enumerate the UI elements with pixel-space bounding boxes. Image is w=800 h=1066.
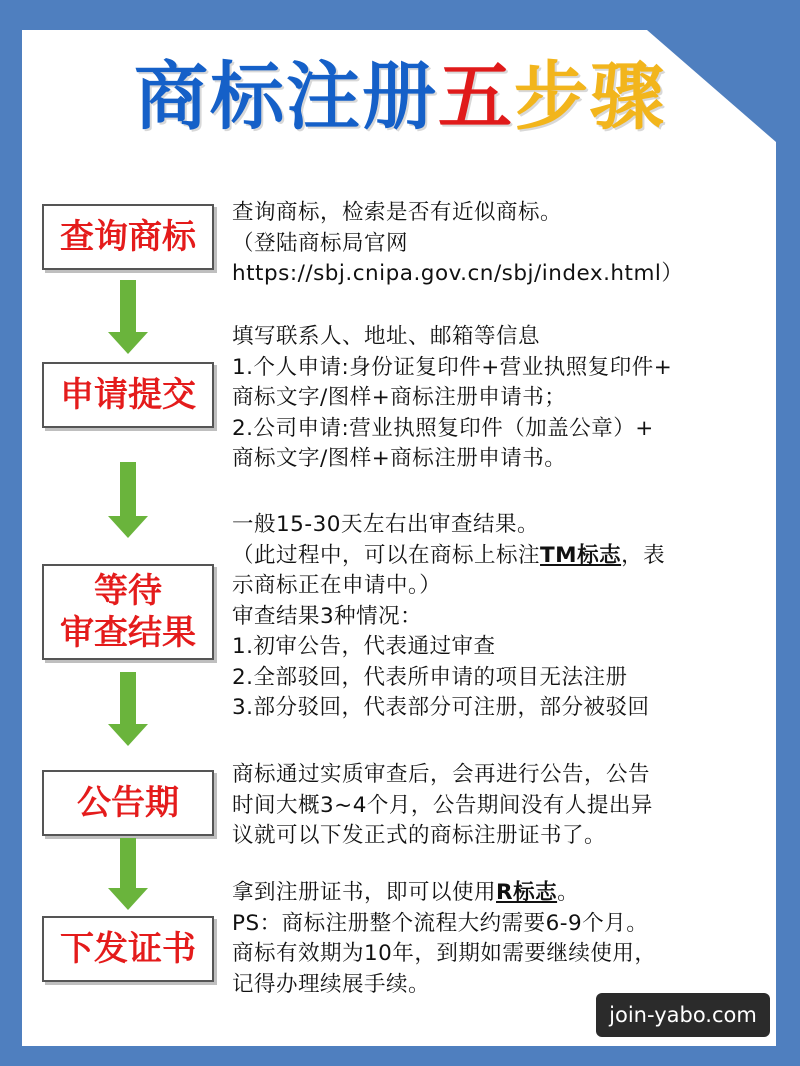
step-5-label: 下发证书 — [60, 928, 196, 969]
step-5-line: PS：商标注册整个流程大约需要6-9个月。 — [232, 910, 649, 936]
step-3-line: 3.部分驳回，代表部分可注册，部分被驳回 — [232, 695, 650, 720]
step-3-line: 审查结果3种情况： — [232, 603, 423, 629]
title-part-2: 五 — [438, 54, 514, 140]
step-3-line: 2.全部驳回，代表所申请的项目无法注册 — [232, 664, 628, 690]
step-5-line: 记得办理续展手续。 — [232, 971, 431, 997]
step-3-line: 示商标正在申请中。） — [232, 573, 442, 598]
step-4-label: 公告期 — [77, 782, 179, 823]
step-5-line-text: 。 — [557, 880, 580, 905]
step-3-label-line-2: 审查结果 — [60, 613, 196, 653]
step-2-label: 申请提交 — [60, 374, 196, 415]
step-3-line-text: ，表 — [621, 542, 666, 568]
step-2-line: 商标文字/图样+商标注册申请书； — [232, 385, 567, 410]
arrow-down-icon — [108, 672, 148, 748]
step-1-label-box — [42, 204, 214, 270]
step-2-line: 1.个人申请:身份证复印件+营业执照复印件+ — [232, 354, 673, 380]
step-1-line: 查询商标，检索是否有近似商标。 — [232, 200, 563, 225]
step-5-line-text: 拿到注册证书，即可以使用 — [232, 880, 497, 905]
step-3-line — [232, 541, 772, 572]
step-5-line: 商标有效期为10年，到期如需要继续使用， — [232, 941, 657, 966]
tm-mark-text: TM标志 — [540, 542, 622, 568]
step-5-line — [232, 878, 772, 909]
step-1-line: https://sbj.cnipa.gov.cn/sbj/index.html） — [232, 261, 684, 286]
step-3-label-line-1: 等待 — [94, 570, 162, 611]
step-3-description — [232, 510, 772, 724]
step-2-line: 商标文字/图样+商标注册申请书。 — [232, 446, 567, 471]
watermark-text: join-yabo.com — [609, 1003, 757, 1027]
step-5-label-box — [42, 916, 214, 982]
arrow-down-icon — [108, 280, 148, 356]
page-title — [0, 54, 800, 140]
r-mark-text: R标志 — [496, 880, 558, 905]
step-3-line-text: （此过程中，可以在商标上标注 — [232, 542, 541, 568]
step-2-line: 2.公司申请:营业执照复印件（加盖公章）+ — [232, 415, 654, 441]
step-3-line: 一般15-30天左右出审查结果。 — [232, 512, 539, 537]
step-3-line: 1.初审公告，代表通过审查 — [232, 634, 496, 659]
step-5-description — [232, 878, 772, 1000]
step-1-line: （登陆商标局官网 — [232, 230, 409, 256]
step-3-label-box — [42, 564, 214, 660]
step-1-description — [232, 198, 772, 290]
arrow-down-icon — [108, 462, 148, 540]
step-2-description — [232, 322, 772, 475]
title-part-1: 商标注册 — [134, 54, 438, 140]
arrow-down-icon — [108, 838, 148, 912]
step-4-description — [232, 760, 772, 852]
step-1-label: 查询商标 — [60, 216, 196, 257]
step-4-line: 议就可以下发正式的商标注册证书了。 — [232, 823, 607, 848]
watermark-badge — [596, 993, 770, 1037]
step-4-label-box — [42, 770, 214, 836]
title-part-3: 步骤 — [514, 54, 666, 140]
step-2-label-box — [42, 362, 214, 428]
step-4-line: 时间大概3~4个月，公告期间没有人提出异 — [232, 792, 653, 818]
step-2-line: 填写联系人、地址、邮箱等信息 — [232, 324, 541, 349]
step-4-line: 商标通过实质审查后，会再进行公告，公告 — [232, 762, 651, 787]
